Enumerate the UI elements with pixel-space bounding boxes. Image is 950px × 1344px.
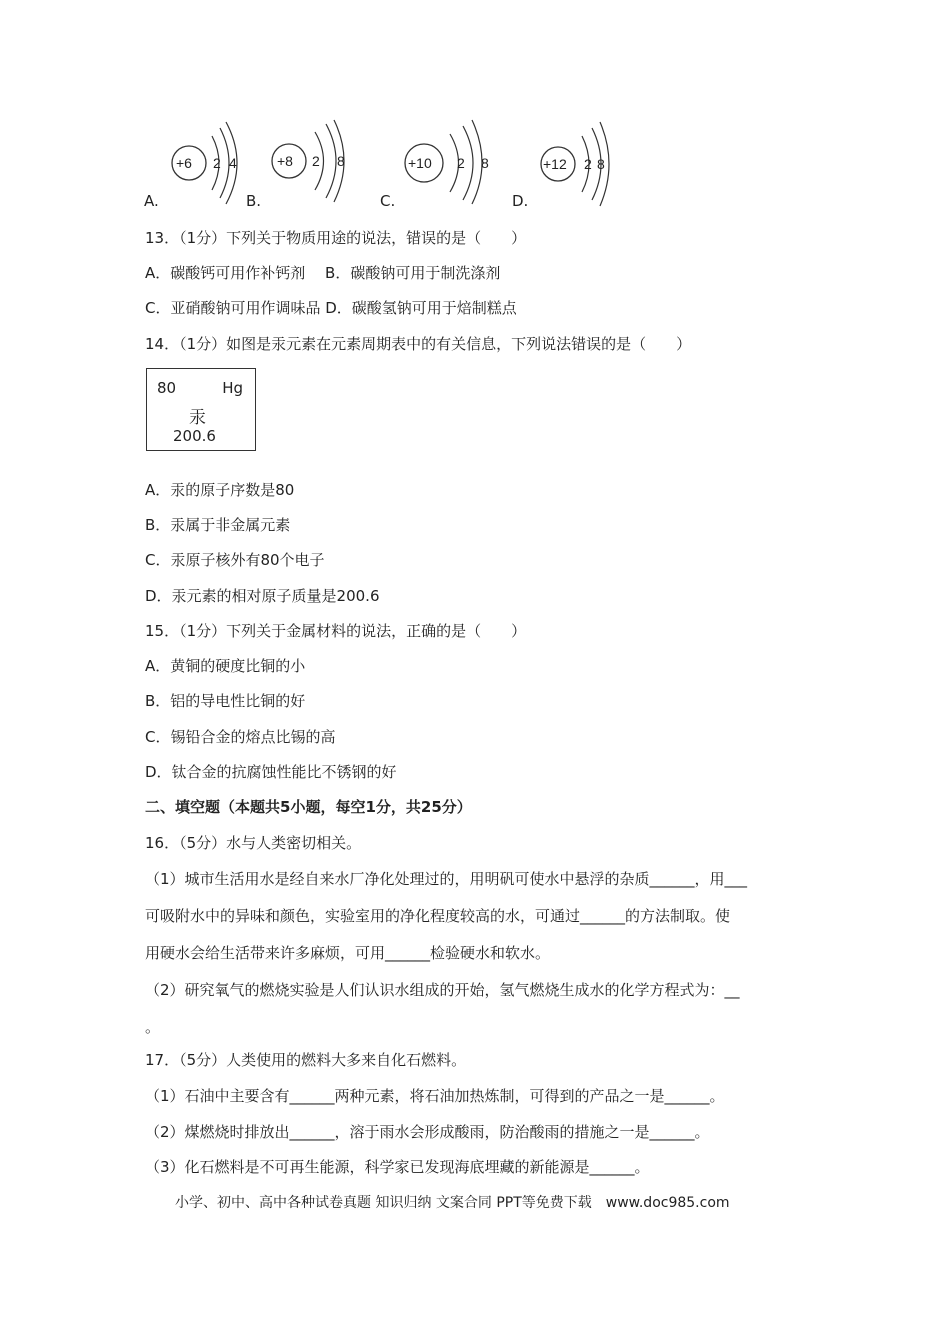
question-17-part2: （2）煤燃烧时排放出______，溶于雨水会形成酸雨，防治酸雨的措施之一是______。 [145, 1123, 710, 1141]
option-label-b: B. [246, 192, 262, 210]
question-17-stem: 17．（5分）人类使用的燃料大多来自化石燃料。 [145, 1051, 467, 1069]
question-13-stem: 13．（1分）下列关于物质用途的说法，错误的是（ ） [145, 229, 527, 247]
shell-electrons: 2 [457, 155, 465, 171]
question-16-part1-line3: 用硬水会给生活带来许多麻烦，可用______检验硬水和软水。 [145, 944, 551, 962]
question-14-option-b: B．汞属于非金属元素 [145, 516, 291, 534]
nucleus-charge: +6 [176, 155, 192, 171]
atomic-mass: 200.6 [173, 427, 216, 445]
question-15-option-d: D．钛合金的抗腐蚀性能比不锈钢的好 [145, 763, 397, 781]
question-13-options-row2: C．亚硝酸钠可用作调味品 D．碳酸氢钠可用于焙制糕点 [145, 299, 517, 317]
option-label-a: A. [144, 192, 159, 210]
element-symbol: Hg [222, 379, 243, 397]
question-16-part2-line2: 。 [145, 1018, 161, 1036]
question-16-part1-line2: 可吸附水中的异味和颜色，实验室用的净化程度较高的水，可通过______的方法制取。使 [145, 907, 731, 925]
shell-electrons: 4 [229, 155, 237, 171]
shell-electrons: 8 [337, 153, 345, 169]
question-15-option-b: B．铝的导电性比铜的好 [145, 692, 306, 710]
question-14-option-c: C．汞原子核外有80个电子 [145, 551, 325, 569]
question-15-option-a: A．黄铜的硬度比铜的小 [145, 657, 306, 675]
question-16-part1-line1: （1）城市生活用水是经自来水厂净化处理过的，用明矾可使水中悬浮的杂质______，用___ [145, 870, 748, 888]
option-label-d: D. [512, 192, 529, 210]
question-14-option-a: A．汞的原子序数是80 [145, 481, 295, 499]
atom-diagram-b [272, 120, 345, 202]
question-16-stem: 16．（5分）水与人类密切相关。 [145, 834, 362, 852]
question-15-option-c: C．锡铅合金的熔点比锡的高 [145, 728, 336, 746]
question-14-option-d: D．汞元素的相对原子质量是200.6 [145, 587, 380, 605]
nucleus-charge: +8 [277, 153, 293, 169]
option-label-c: C. [380, 192, 396, 210]
question-14-stem: 14．（1分）如图是汞元素在元素周期表中的有关信息，下列说法错误的是（ ） [145, 335, 692, 353]
nucleus-charge: +12 [543, 156, 567, 172]
section-heading: 二、填空题（本题共5小题，每空1分，共25分） [145, 798, 472, 816]
atom-diagram-d [541, 122, 609, 206]
question-13-options-row1: A．碳酸钙可用作补钙剂 B．碳酸钠可用于制洗涤剂 [145, 264, 501, 282]
periodic-table-cell-mercury [146, 368, 256, 451]
shell-electrons: 2 [213, 155, 221, 171]
shell-electrons: 2 [312, 153, 320, 169]
atom-diagram-a [172, 122, 237, 204]
atomic-structure-options [140, 118, 620, 210]
atomic-number: 80 [157, 379, 177, 397]
page-footer: 小学、初中、高中各种试卷真题 知识归纳 文案合同 PPT等免费下载 www.doc985.com [175, 1195, 730, 1211]
nucleus-charge: +10 [408, 155, 432, 171]
question-15-stem: 15．（1分）下列关于金属材料的说法，正确的是（ ） [145, 622, 527, 640]
atom-diagram-c [405, 120, 489, 204]
question-16-part2-line1: （2）研究氧气的燃烧实验是人们认识水组成的开始，氢气燃烧生成水的化学方程式为：__ [145, 981, 740, 999]
shell-electrons: 2 [584, 156, 592, 172]
shell-electrons: 8 [481, 155, 489, 171]
shell-electrons: 8 [597, 156, 605, 172]
question-17-part3: （3）化石燃料是不可再生能源，科学家已发现海底埋藏的新能源是______。 [145, 1158, 650, 1176]
element-name: 汞 [189, 408, 206, 428]
question-17-part1: （1）石油中主要含有______两种元素，将石油加热炼制，可得到的产品之一是______。 [145, 1087, 725, 1105]
